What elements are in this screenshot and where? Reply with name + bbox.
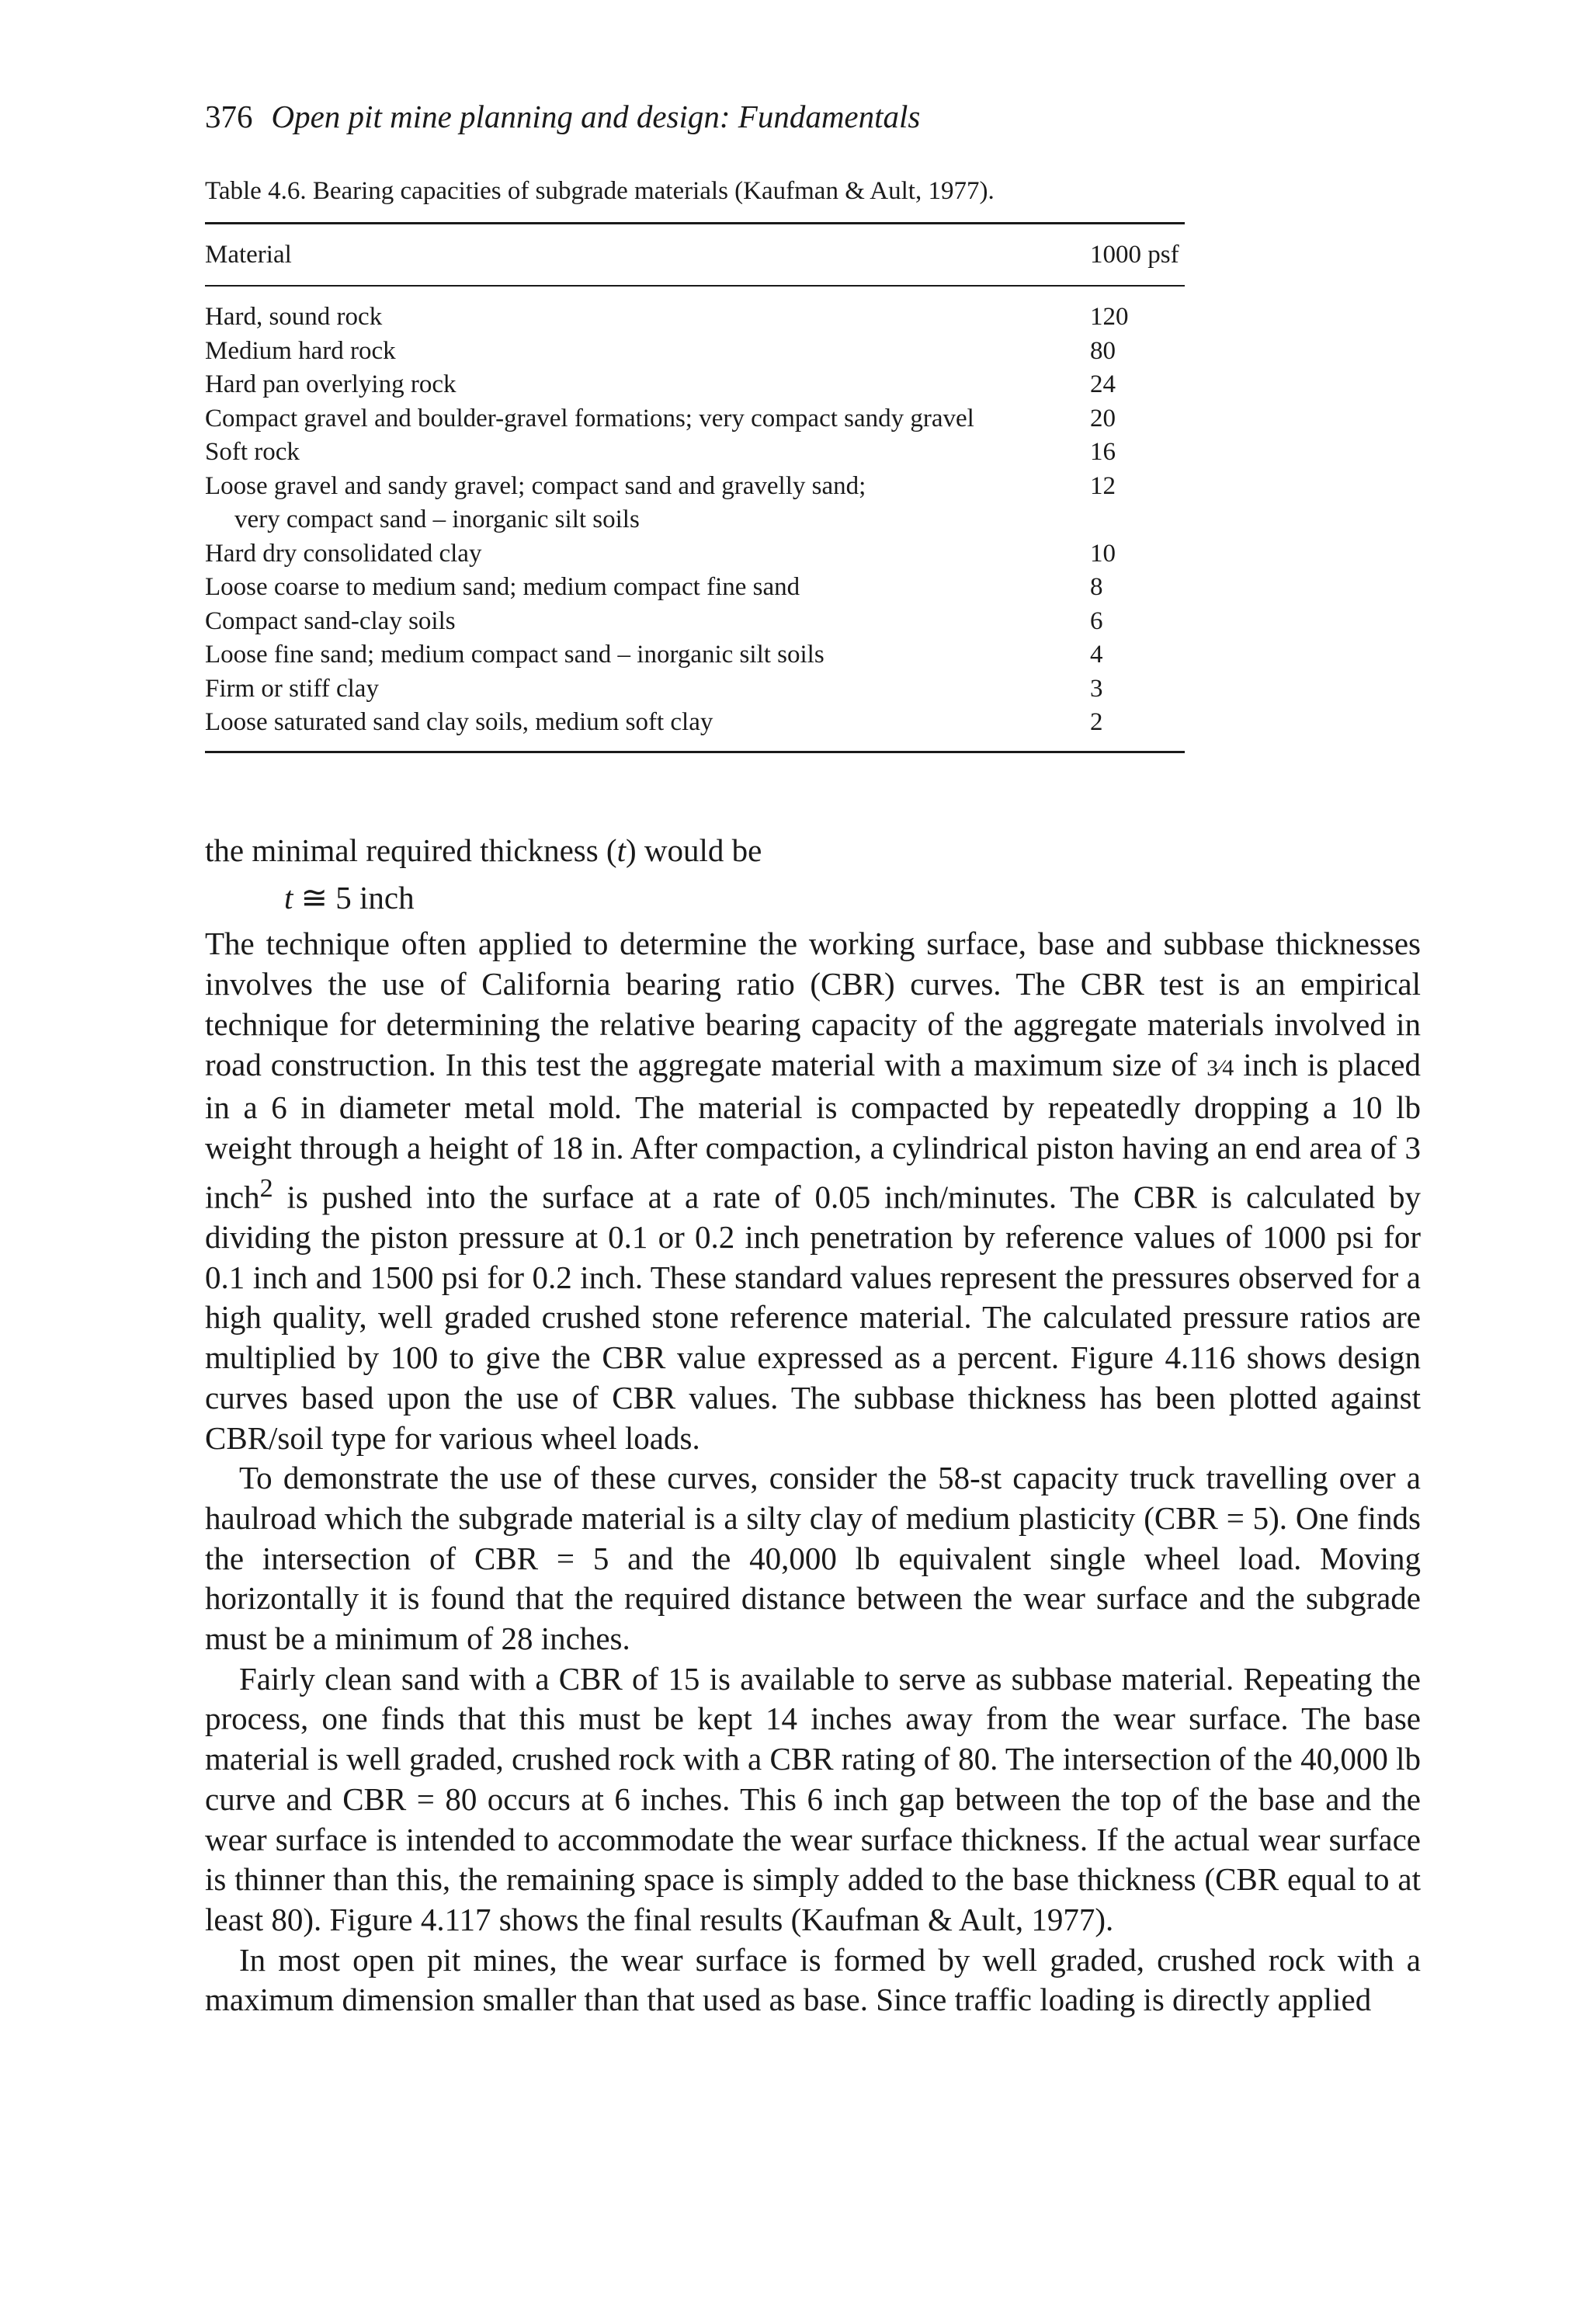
value-cell: 10: [1090, 539, 1116, 568]
bearing-capacity-table: [205, 222, 1185, 753]
table-row: [205, 368, 1185, 402]
header-value: 1000 psf: [1090, 240, 1179, 269]
paragraph-subbase-base: Fairly clean sand with a CBR of 15 is available to serve as subbase material. Repeating the process, one finds that this must be kept 14 inches away from the wear surface. The base material is well graded, crushed rock with a CBR rating of 80. The intersection of the 40,000 lb curve and CBR = 80 occurs at 6 inches. This 6 inch gap between the top of the base and the wear surface is intended to accommodate the wear surface thickness. If the actual wear surface is thinner than this, the remaining space is simply added to the base thickness (CBR equal to at least 80). Figure 4.117 shows the final results (Kaufman & Ault, 1977).: [205, 1660, 1421, 1937]
material-line: Loose gravel and sandy gravel; compact sand and gravelly sand;: [205, 471, 866, 500]
value-cell: 2: [1090, 708, 1103, 736]
material-cell: Loose coarse to medium sand; medium compact fine sand: [205, 573, 800, 601]
table-bottom-rule: [205, 751, 1185, 753]
intro-line: the minimal required thickness (t) would be: [205, 832, 762, 868]
book-title: Open pit mine planning and design: [271, 99, 720, 134]
table-row: [205, 706, 1185, 740]
material-cell: [205, 470, 1090, 537]
value-cell: 3: [1090, 674, 1103, 703]
material-cell: Compact gravel and boulder-gravel formations; very compact sandy gravel: [205, 404, 974, 432]
value-cell: 20: [1090, 404, 1116, 432]
material-cell: Medium hard rock: [205, 336, 396, 365]
table-body: [205, 287, 1185, 751]
table-caption: Table 4.6. Bearing capacities of subgrade materials (Kaufman & Ault, 1977).: [205, 177, 995, 205]
table-row: [205, 470, 1185, 537]
page-number: 376: [205, 99, 253, 134]
material-line-continued: very compact sand – inorganic silt soils: [234, 505, 640, 533]
body-text: [205, 831, 1421, 2020]
value-cell: 8: [1090, 573, 1103, 601]
material-cell: Loose fine sand; medium compact sand – inorganic silt soils: [205, 641, 825, 669]
table-row: [205, 638, 1185, 672]
material-cell: Hard, sound rock: [205, 303, 383, 331]
material-cell: Soft rock: [205, 438, 300, 466]
table-row: [205, 672, 1185, 707]
value-cell: 80: [1090, 336, 1116, 365]
value-cell: 6: [1090, 606, 1103, 635]
table-row: [205, 335, 1185, 369]
table-row: [205, 300, 1185, 335]
thickness-equation: t ≅ 5 inch: [284, 879, 415, 915]
running-head: [205, 92, 920, 141]
value-cell: 4: [1090, 641, 1103, 669]
material-cell: Firm or stiff clay: [205, 674, 379, 703]
header-material: Material: [205, 240, 292, 269]
table-row: [205, 537, 1185, 571]
material-cell: Hard pan overlying rock: [205, 370, 457, 398]
material-cell: Hard dry consolidated clay: [205, 539, 482, 568]
value-cell: 120: [1090, 303, 1129, 331]
paragraph-cbr-technique: The technique often applied to determine the working surface, base and subbase thicknesses involves the use of California bearing ratio (CBR) curves. The CBR test is an empirical technique for determining the relative bearing capacity of the aggregate materials involved in road construction. In this test the aggregate material with a maximum size of 3⁄4 inch is placed in a 6 in diameter metal mold. The material is compacted by repeatedly dropping a 10 lb weight through a height of 18 in. After compaction, a cylindrical piston having an end area of 3 inch$^2$ is pushed into the surface at a rate of 0.05 inch/minutes. The CBR is calculated by dividing the piston pressure at 0.1 or 0.2 inch penetration by reference values of 1000 psi for 0.1 inch and 1500 psi for 0.2 inch. These standard values represent the pressures observed for a high quality, well graded crushed stone reference material. The calculated pressure ratios are multiplied by 100 to give the CBR value expressed as a percent. Figure 4.116 shows design curves based upon the use of CBR values. The subbase thickness has been plotted against CBR/soil type for various wheel loads.: [205, 926, 1421, 1456]
value-cell: 24: [1090, 370, 1116, 398]
table-row: [205, 571, 1185, 605]
thickness-variable: t: [616, 832, 626, 868]
paragraph-demonstration: To demonstrate the use of these curves, consider the 58-st capacity truck travelling over a haulroad which the subgrade material is a silty clay of medium plasticity (CBR = 5). One finds the intersection of CBR = 5 and the 40,000 lb equivalent single wheel load. Moving horizontally it is found that the required distance between the wear surface and the subgrade must be a minimum of 28 inches.: [205, 1460, 1421, 1657]
table-row: [205, 605, 1185, 639]
material-cell: Loose saturated sand clay soils, medium soft clay: [205, 708, 713, 736]
book-subtitle: : Fundamentals: [719, 99, 921, 134]
table-header-row: [205, 224, 1185, 285]
table-row: [205, 402, 1185, 436]
value-cell: 12: [1090, 471, 1116, 500]
fraction-three-quarters: 3⁄4: [1206, 1054, 1234, 1081]
superscript-2: 2: [259, 1173, 273, 1203]
material-cell: Compact sand-clay soils: [205, 606, 456, 635]
table-row: [205, 436, 1185, 470]
paragraph-wear-surface: In most open pit mines, the wear surface is formed by well graded, crushed rock with a maximum dimension smaller than that used as base. Since traffic loading is directly applied: [205, 1941, 1421, 2018]
value-cell: 16: [1090, 438, 1116, 466]
